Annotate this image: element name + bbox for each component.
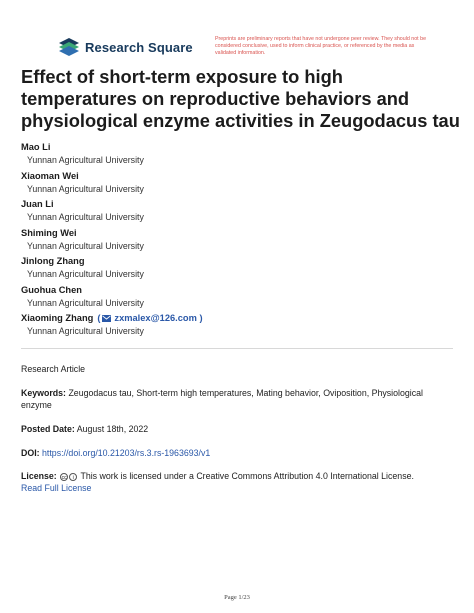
- author-item: [21, 170, 451, 199]
- preprint-notice: Preprints are preliminary reports that have not undergone peer review. They should not be considered conclusive, used to inform clinical practice, or referenced by the media as validated information.: [215, 36, 427, 56]
- keywords: [21, 387, 451, 411]
- author-affiliation: Yunnan Agricultural University: [27, 297, 144, 308]
- license: [21, 470, 451, 494]
- posted-date-label: Posted Date:: [21, 424, 75, 434]
- author-affiliation: Yunnan Agricultural University: [27, 212, 144, 222]
- envelope-icon: [102, 315, 111, 322]
- license-label: License:: [21, 471, 57, 481]
- research-square-logo-icon: [58, 38, 80, 56]
- by-icon: i: [69, 473, 77, 481]
- author-email: zxmalex@126.com: [114, 313, 197, 323]
- author-item: [21, 284, 451, 313]
- author-affiliation: Yunnan Agricultural University: [27, 269, 144, 279]
- license-text: This work is licensed under a Creative Commons Attribution 4.0 International License.: [80, 471, 414, 481]
- author-name[interactable]: Shiming Wei: [21, 227, 77, 238]
- author-item: [21, 255, 451, 284]
- posted-date: [21, 423, 451, 435]
- doi-link[interactable]: https://doi.org/10.21203/rs.3.rs-1963693/v1: [42, 448, 211, 458]
- author-affiliation: Yunnan Agricultural University: [27, 240, 144, 251]
- author-list: [21, 141, 451, 341]
- brand-name: Research Square: [85, 39, 193, 55]
- author-affiliation: Yunnan Agricultural University: [27, 155, 144, 165]
- paper-title: Effect of short-term exposure to high temperatures on reproductive behaviors and physiological enzyme activities in Zeugodacus tau: [21, 66, 460, 131]
- posted-date-value: August 18th, 2022: [76, 424, 149, 434]
- cc-icon: cc: [61, 474, 67, 481]
- author-name[interactable]: Xiaoming Zhang: [21, 313, 94, 323]
- research-square-logo[interactable]: [58, 38, 193, 56]
- author-name[interactable]: Jinlong Zhang: [21, 256, 85, 266]
- author-name[interactable]: Juan Li: [21, 199, 54, 209]
- corresponding-author: [21, 312, 451, 325]
- header: [0, 0, 474, 60]
- author-item: [21, 312, 451, 341]
- section-divider: [21, 348, 453, 349]
- author-affiliation: Yunnan Agricultural University: [27, 183, 144, 194]
- author-name[interactable]: Mao Li: [21, 142, 51, 152]
- author-item: [21, 141, 451, 170]
- author-email-link[interactable]: ( zxmalex@126.com ): [97, 313, 203, 323]
- keywords-value: Zeugodacus tau, Short-term high temperatures, Mating behavior, Oviposition, Physiological enzyme: [21, 388, 423, 410]
- page-number: Page 1/23: [224, 594, 250, 601]
- author-item: [21, 198, 451, 227]
- keywords-label: Keywords:: [21, 388, 66, 398]
- doi: [21, 447, 451, 459]
- doi-label: DOI:: [21, 448, 40, 458]
- author-item: [21, 227, 451, 256]
- article-type: Research Article: [21, 364, 86, 374]
- author-name[interactable]: Guohua Chen: [21, 284, 82, 295]
- author-affiliation: Yunnan Agricultural University: [27, 326, 144, 336]
- license-icons: [60, 473, 77, 481]
- author-name[interactable]: Xiaoman Wei: [21, 170, 79, 181]
- read-full-license-link[interactable]: Read Full License: [21, 483, 92, 493]
